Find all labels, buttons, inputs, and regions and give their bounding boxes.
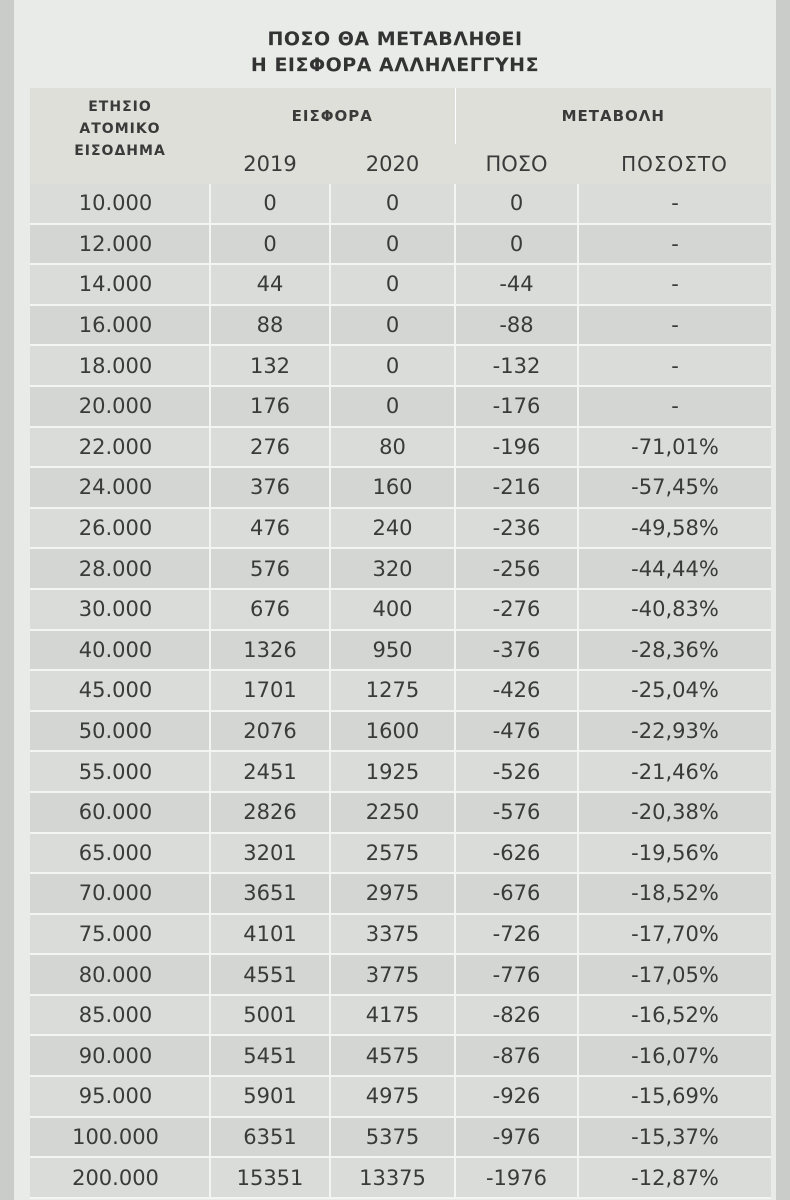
income-cell: 65.000 bbox=[30, 833, 210, 874]
contribution-2020-cell: 80 bbox=[330, 427, 455, 468]
header-income bbox=[30, 88, 210, 184]
change-amount-cell: -1976 bbox=[455, 1157, 578, 1198]
income-cell: 90.000 bbox=[30, 1035, 210, 1076]
contribution-2019-cell: 132 bbox=[210, 345, 330, 386]
header-income-line-1: ΕΤΗΣΙΟ bbox=[88, 99, 152, 115]
contribution-2020-cell: 0 bbox=[330, 224, 455, 265]
change-amount-cell: -426 bbox=[455, 670, 578, 711]
contribution-2020-cell: 4575 bbox=[330, 1035, 455, 1076]
table-row bbox=[30, 386, 771, 427]
contribution-2019-cell: 5901 bbox=[210, 1076, 330, 1117]
newspaper-clipping bbox=[14, 0, 776, 1200]
table-row bbox=[30, 345, 771, 386]
income-cell: 85.000 bbox=[30, 995, 210, 1036]
table-row bbox=[30, 873, 771, 914]
change-amount-cell: -88 bbox=[455, 305, 578, 346]
income-cell: 100.000 bbox=[30, 1117, 210, 1158]
change-percent-cell: -17,70% bbox=[578, 914, 771, 955]
contribution-2019-cell: 2451 bbox=[210, 751, 330, 792]
header-income-line-3: ΕΙΣΟΔΗΜΑ bbox=[74, 143, 166, 159]
income-cell: 18.000 bbox=[30, 345, 210, 386]
change-percent-cell: - bbox=[578, 305, 771, 346]
change-amount-cell: -196 bbox=[455, 427, 578, 468]
table-row bbox=[30, 914, 771, 955]
change-amount-cell: -176 bbox=[455, 386, 578, 427]
change-amount-cell: -676 bbox=[455, 873, 578, 914]
contribution-2019-cell: 44 bbox=[210, 264, 330, 305]
income-cell: 12.000 bbox=[30, 224, 210, 265]
income-cell: 80.000 bbox=[30, 954, 210, 995]
contribution-2019-cell: 676 bbox=[210, 589, 330, 630]
header-year-2019: 2019 bbox=[210, 144, 330, 184]
change-percent-cell: -16,52% bbox=[578, 995, 771, 1036]
change-amount-cell: -132 bbox=[455, 345, 578, 386]
change-amount-cell: -256 bbox=[455, 548, 578, 589]
table-row bbox=[30, 792, 771, 833]
change-percent-cell: -25,04% bbox=[578, 670, 771, 711]
contribution-2020-cell: 160 bbox=[330, 467, 455, 508]
change-percent-cell: -16,07% bbox=[578, 1035, 771, 1076]
change-amount-cell: -44 bbox=[455, 264, 578, 305]
contribution-2020-cell: 1275 bbox=[330, 670, 455, 711]
change-percent-cell: -22,93% bbox=[578, 711, 771, 752]
change-amount-cell: -476 bbox=[455, 711, 578, 752]
change-amount-cell: -216 bbox=[455, 467, 578, 508]
table-row bbox=[30, 184, 771, 224]
header-contribution: ΕΙΣΦΟΡΑ bbox=[210, 88, 455, 144]
contribution-2020-cell: 2975 bbox=[330, 873, 455, 914]
change-percent-cell: -18,52% bbox=[578, 873, 771, 914]
change-percent-cell: - bbox=[578, 224, 771, 265]
contribution-2019-cell: 3651 bbox=[210, 873, 330, 914]
contribution-2019-cell: 276 bbox=[210, 427, 330, 468]
change-percent-cell: -20,38% bbox=[578, 792, 771, 833]
contribution-2020-cell: 2575 bbox=[330, 833, 455, 874]
table-row bbox=[30, 548, 771, 589]
income-cell: 70.000 bbox=[30, 873, 210, 914]
table-row bbox=[30, 833, 771, 874]
table-row bbox=[30, 1157, 771, 1198]
change-percent-cell: - bbox=[578, 386, 771, 427]
contribution-2020-cell: 2250 bbox=[330, 792, 455, 833]
change-percent-cell: - bbox=[578, 264, 771, 305]
income-cell: 28.000 bbox=[30, 548, 210, 589]
contribution-2020-cell: 950 bbox=[330, 630, 455, 671]
change-percent-cell: - bbox=[578, 184, 771, 224]
header-amount: ΠΟΣΟ bbox=[455, 144, 578, 184]
change-percent-cell: -57,45% bbox=[578, 467, 771, 508]
contribution-2019-cell: 15351 bbox=[210, 1157, 330, 1198]
change-amount-cell: -976 bbox=[455, 1117, 578, 1158]
income-cell: 200.000 bbox=[30, 1157, 210, 1198]
contribution-2019-cell: 176 bbox=[210, 386, 330, 427]
contribution-2019-cell: 4101 bbox=[210, 914, 330, 955]
contribution-2019-cell: 0 bbox=[210, 224, 330, 265]
contribution-2020-cell: 4975 bbox=[330, 1076, 455, 1117]
change-amount-cell: -876 bbox=[455, 1035, 578, 1076]
contribution-2020-cell: 5375 bbox=[330, 1117, 455, 1158]
table-row bbox=[30, 589, 771, 630]
income-cell: 50.000 bbox=[30, 711, 210, 752]
change-percent-cell: -21,46% bbox=[578, 751, 771, 792]
change-percent-cell: -40,83% bbox=[578, 589, 771, 630]
income-cell: 24.000 bbox=[30, 467, 210, 508]
change-amount-cell: -276 bbox=[455, 589, 578, 630]
table-row bbox=[30, 467, 771, 508]
contribution-2020-cell: 0 bbox=[330, 305, 455, 346]
income-cell: 10.000 bbox=[30, 184, 210, 224]
change-percent-cell: -49,58% bbox=[578, 508, 771, 549]
change-amount-cell: -526 bbox=[455, 751, 578, 792]
table-body bbox=[30, 184, 771, 1198]
income-cell: 40.000 bbox=[30, 630, 210, 671]
change-amount-cell: -376 bbox=[455, 630, 578, 671]
contribution-table bbox=[30, 88, 771, 1199]
table-row bbox=[30, 1076, 771, 1117]
change-percent-cell: -19,56% bbox=[578, 833, 771, 874]
table-row bbox=[30, 670, 771, 711]
contribution-2019-cell: 476 bbox=[210, 508, 330, 549]
change-amount-cell: -626 bbox=[455, 833, 578, 874]
change-percent-cell: -44,44% bbox=[578, 548, 771, 589]
change-percent-cell: - bbox=[578, 345, 771, 386]
table-row bbox=[30, 305, 771, 346]
table-row bbox=[30, 954, 771, 995]
table-row bbox=[30, 427, 771, 468]
table-row bbox=[30, 508, 771, 549]
table-row bbox=[30, 711, 771, 752]
contribution-2019-cell: 2076 bbox=[210, 711, 330, 752]
income-cell: 22.000 bbox=[30, 427, 210, 468]
contribution-2020-cell: 400 bbox=[330, 589, 455, 630]
income-cell: 45.000 bbox=[30, 670, 210, 711]
change-percent-cell: -12,87% bbox=[578, 1157, 771, 1198]
income-cell: 55.000 bbox=[30, 751, 210, 792]
title-line-1: ΠΟΣΟ ΘΑ ΜΕΤΑΒΛΗΘΕΙ bbox=[267, 28, 523, 50]
income-cell: 30.000 bbox=[30, 589, 210, 630]
contribution-2019-cell: 88 bbox=[210, 305, 330, 346]
contribution-2020-cell: 3775 bbox=[330, 954, 455, 995]
table-row bbox=[30, 224, 771, 265]
table-row bbox=[30, 751, 771, 792]
change-percent-cell: -28,36% bbox=[578, 630, 771, 671]
income-cell: 14.000 bbox=[30, 264, 210, 305]
income-cell: 16.000 bbox=[30, 305, 210, 346]
change-percent-cell: -17,05% bbox=[578, 954, 771, 995]
header-change: ΜΕΤΑΒΟΛΗ bbox=[455, 88, 771, 144]
contribution-2020-cell: 0 bbox=[330, 264, 455, 305]
contribution-2019-cell: 5001 bbox=[210, 995, 330, 1036]
change-amount-cell: -576 bbox=[455, 792, 578, 833]
change-percent-cell: -71,01% bbox=[578, 427, 771, 468]
contribution-2020-cell: 0 bbox=[330, 345, 455, 386]
header-year-2020: 2020 bbox=[330, 144, 455, 184]
table-row bbox=[30, 1117, 771, 1158]
header-income-line-2: ΑΤΟΜΙΚΟ bbox=[79, 121, 161, 137]
change-amount-cell: -826 bbox=[455, 995, 578, 1036]
header-percent: ΠΟΣΟΣΤΟ bbox=[578, 144, 771, 184]
change-amount-cell: 0 bbox=[455, 184, 578, 224]
contribution-2020-cell: 1600 bbox=[330, 711, 455, 752]
contribution-2020-cell: 4175 bbox=[330, 995, 455, 1036]
contribution-2020-cell: 3375 bbox=[330, 914, 455, 955]
income-cell: 60.000 bbox=[30, 792, 210, 833]
table-title bbox=[14, 26, 776, 78]
change-amount-cell: 0 bbox=[455, 224, 578, 265]
contribution-2020-cell: 0 bbox=[330, 386, 455, 427]
table-row bbox=[30, 630, 771, 671]
contribution-2019-cell: 2826 bbox=[210, 792, 330, 833]
table-row bbox=[30, 264, 771, 305]
contribution-2019-cell: 3201 bbox=[210, 833, 330, 874]
change-amount-cell: -926 bbox=[455, 1076, 578, 1117]
income-cell: 95.000 bbox=[30, 1076, 210, 1117]
table-row bbox=[30, 995, 771, 1036]
change-amount-cell: -236 bbox=[455, 508, 578, 549]
table-row bbox=[30, 1035, 771, 1076]
contribution-2020-cell: 320 bbox=[330, 548, 455, 589]
contribution-2019-cell: 576 bbox=[210, 548, 330, 589]
contribution-2019-cell: 1701 bbox=[210, 670, 330, 711]
contribution-2020-cell: 13375 bbox=[330, 1157, 455, 1198]
change-percent-cell: -15,69% bbox=[578, 1076, 771, 1117]
contribution-2019-cell: 376 bbox=[210, 467, 330, 508]
income-cell: 20.000 bbox=[30, 386, 210, 427]
change-percent-cell: -15,37% bbox=[578, 1117, 771, 1158]
header-row-groups bbox=[30, 88, 771, 144]
change-amount-cell: -776 bbox=[455, 954, 578, 995]
change-amount-cell: -726 bbox=[455, 914, 578, 955]
contribution-2019-cell: 5451 bbox=[210, 1035, 330, 1076]
contribution-2019-cell: 1326 bbox=[210, 630, 330, 671]
contribution-2019-cell: 6351 bbox=[210, 1117, 330, 1158]
contribution-2020-cell: 1925 bbox=[330, 751, 455, 792]
contribution-2020-cell: 0 bbox=[330, 184, 455, 224]
income-cell: 26.000 bbox=[30, 508, 210, 549]
contribution-2019-cell: 0 bbox=[210, 184, 330, 224]
title-line-2: Η ΕΙΣΦΟΡΑ ΑΛΛΗΛΕΓΓΥΗΣ bbox=[250, 54, 540, 76]
contribution-2019-cell: 4551 bbox=[210, 954, 330, 995]
contribution-2020-cell: 240 bbox=[330, 508, 455, 549]
income-cell: 75.000 bbox=[30, 914, 210, 955]
